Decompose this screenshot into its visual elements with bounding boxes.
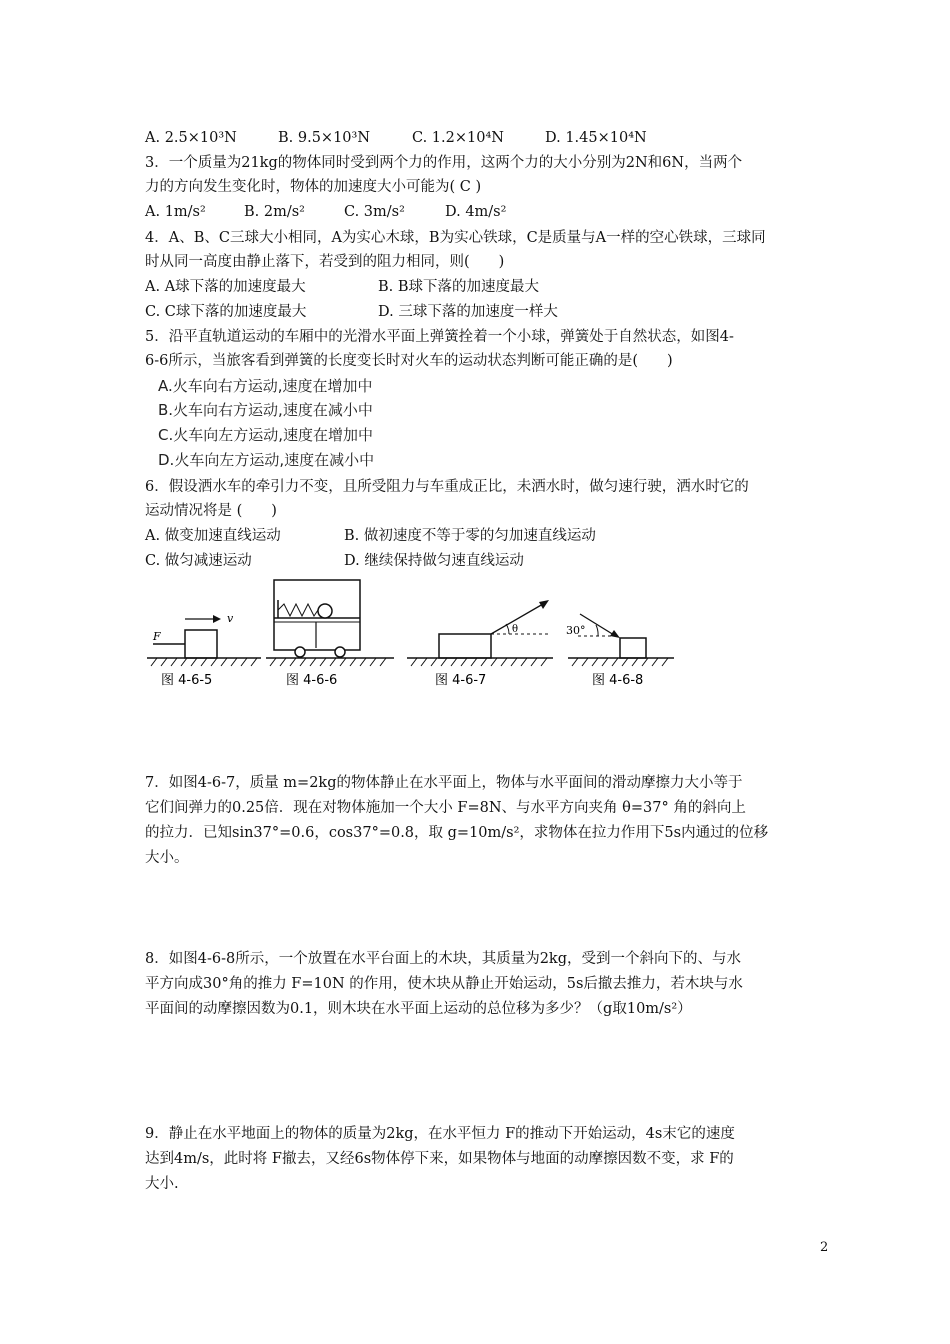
q5-text-line2: 6-6所示，当旅客看到弹簧的长度变长时对火车的运动状态判断可能正确的是( ) (145, 353, 673, 369)
q5-text-line1: 5．沿平直轨道运动的车厢中的光滑水平面上弹簧拴着一个小球，弹簧处于自然状态，如图4- (145, 329, 734, 345)
q5-option-a: A.火车向右方运动,速度在增加中 (158, 377, 373, 395)
figure-4-6-5 (145, 578, 263, 696)
figure-4-6-6 (266, 578, 396, 696)
q3-text-line1: 3．一个质量为21kg的物体同时受到两个力的作用，这两个力的大小分别为2N和6N，当两个 (145, 155, 743, 171)
q4-option-d: D. 三球下落的加速度一样大 (378, 304, 558, 320)
page-number: 2 (820, 1240, 829, 1255)
figure-4-6-8 (566, 578, 676, 696)
q7-text-line3: 的拉力．已知sin37°=0.6，cos37°=0.8，取 g=10m/s²，求物体在拉力作用下5s内通过的位移 (145, 825, 769, 841)
q6-option-b: B. 做初速度不等于零的匀加速直线运动 (344, 528, 596, 544)
q9-text-line2: 达到4m/s，此时将 F撤去，又经6s物体停下来，如果物体与地面的动摩擦因数不变，求 F的 (145, 1151, 734, 1167)
q2-option-a: A. 2.5×10³N (145, 130, 237, 146)
q4-option-a: A. A球下落的加速度最大 (145, 279, 306, 295)
q3-option-b: B. 2m/s² (244, 204, 305, 220)
fig1-velocity-label: v (227, 612, 234, 625)
q8-text-line3: 平面间的动摩擦因数为0.1，则木块在水平面上运动的总位移为多少？（g取10m/s²） (145, 1001, 692, 1017)
q9-text-line3: 大小. (145, 1176, 179, 1192)
q4-option-b: B. B球下落的加速度最大 (378, 279, 540, 295)
figure-4-6-7 (405, 578, 555, 696)
fig3-caption: 图 4-6-7 (435, 673, 487, 688)
q4-text-line2: 时从同一高度由静止落下，若受到的阻力相同，则( ) (145, 254, 505, 270)
fig3-angle-label: θ (512, 624, 519, 635)
q7-text-line2: 它们间弹力的0.25倍．现在对物体施加一个大小 F=8N、与水平方向夹角 θ=37° 角的斜向上 (145, 800, 746, 816)
fig1-caption: 图 4-6-5 (161, 673, 213, 688)
q4-option-c: C. C球下落的加速度最大 (145, 304, 307, 320)
q9-text-line1: 9．静止在水平地面上的物体的质量为2kg，在水平恒力 F的推动下开始运动，4s末它的速度 (145, 1126, 735, 1142)
q2-option-c: C. 1.2×10⁴N (412, 130, 504, 146)
q6-option-a: A. 做变加速直线运动 (145, 528, 281, 544)
q6-option-d: D. 继续保持做匀速直线运动 (344, 553, 524, 569)
q5-option-d: D.火车向左方运动,速度在减小中 (158, 451, 375, 469)
q4-text-line1: 4．A、B、C三球大小相同，A为实心木球，B为实心铁球，C是质量与A一样的空心铁球，三球同 (145, 230, 766, 246)
q3-option-d: D. 4m/s² (445, 204, 507, 220)
q2-option-b: B. 9.5×10³N (278, 130, 371, 146)
q3-text-line2: 力的方向发生变化时，物体的加速度大小可能为( C ) (145, 179, 482, 195)
q6-text-line2: 运动情况将是 ( ) (145, 503, 277, 519)
fig4-angle-label: 30° (566, 624, 586, 637)
q6-text-line1: 6．假设洒水车的牵引力不变，且所受阻力与车重成正比，未洒水时，做匀速行驶，洒水时它的 (145, 479, 749, 495)
q2-option-d: D. 1.45×10⁴N (545, 130, 647, 146)
q3-option-c: C. 3m/s² (344, 204, 405, 220)
q7-text-line1: 7．如图4-6-7，质量 m=2kg的物体静止在水平面上，物体与水平面间的滑动摩擦力大小等于 (145, 775, 743, 791)
fig4-caption: 图 4-6-8 (592, 673, 644, 688)
fig2-caption: 图 4-6-6 (286, 673, 338, 688)
q8-text-line1: 8．如图4-6-8所示，一个放置在水平台面上的木块，其质量为2kg，受到一个斜向下的、与水 (145, 951, 741, 967)
fig1-force-label: F (153, 630, 161, 643)
q5-option-b: B.火车向右方运动,速度在减小中 (158, 401, 373, 419)
q3-option-a: A. 1m/s² (145, 204, 206, 220)
q6-option-c: C. 做匀减速运动 (145, 553, 252, 569)
q8-text-line2: 平方向成30°角的推力 F=10N 的作用，使木块从静止开始运动，5s后撤去推力，若木块与水 (145, 976, 743, 992)
q7-text-line4: 大小。 (145, 850, 189, 866)
q5-option-c: C.火车向左方运动,速度在增加中 (158, 426, 374, 444)
